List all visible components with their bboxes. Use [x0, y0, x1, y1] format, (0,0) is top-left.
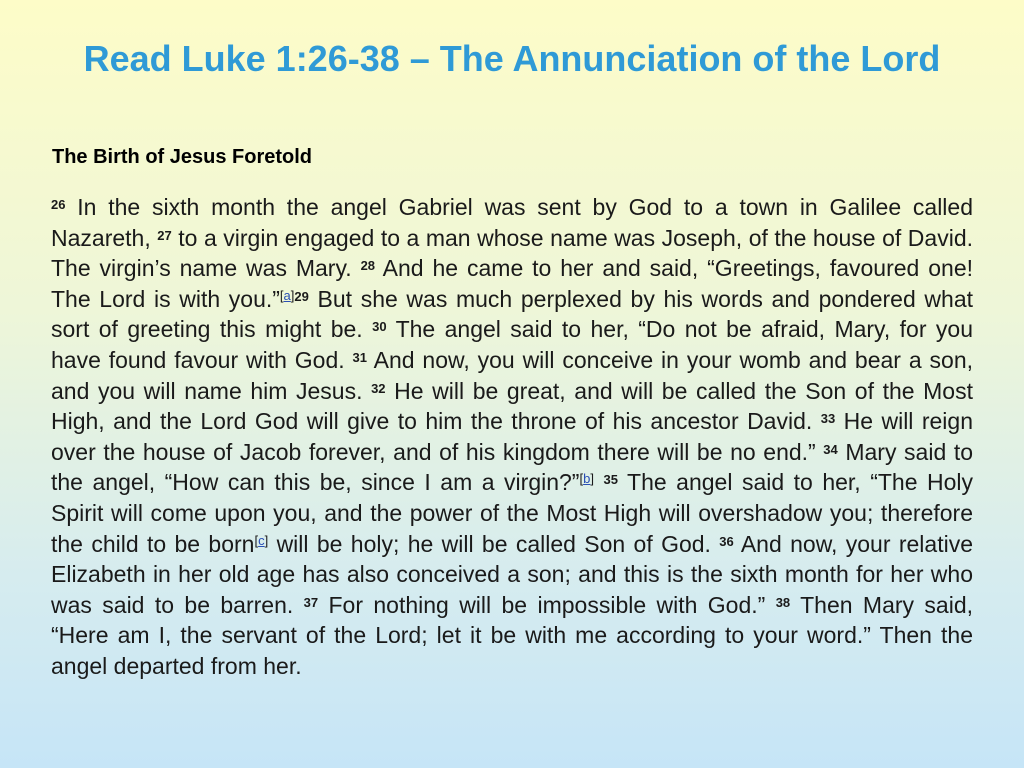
verse-text: The angel said to her, “Do not be afraid, Mary, for you have found favour with God.: [51, 316, 973, 373]
verse-text: He will reign over the house of Jacob forever, and of his kingdom there will be no end.”: [51, 408, 973, 465]
footnote-link[interactable]: a: [283, 287, 291, 303]
verse-text: will be holy; he will be called Son of God.: [268, 530, 720, 557]
verse-number: 35: [603, 472, 618, 488]
footnote-marker: [b]: [579, 471, 594, 487]
footnote-marker: [a]: [279, 287, 295, 303]
verse-text: In the sixth month the angel Gabriel was sent by God to a town in Galilee called Nazareth,: [51, 194, 973, 251]
scripture-passage: [51, 192, 973, 682]
verse-text: And he came to her and said, “Greetings, favoured one! The Lord is with you.”: [51, 255, 973, 312]
verse-number: 33: [820, 411, 836, 427]
verse-number: 31: [352, 349, 367, 365]
verse-number: 30: [372, 319, 387, 335]
footnote-link[interactable]: c: [258, 532, 265, 548]
verse-number: 38: [775, 594, 791, 610]
verse-text: But she was much perplexed by his words and pondered what sort of greeting this might be.: [51, 285, 974, 343]
verse-text: For nothing will be impossible with God.”: [318, 591, 776, 618]
slide-title: Read Luke 1:26-38 – The Annunciation of the Lord: [83, 38, 941, 79]
footnote-marker: [c]: [254, 532, 269, 548]
verse-text: And now, your relative Elizabeth in her old age has also conceived a son; and this is the sixth month for her who was said to be barren.: [51, 530, 973, 618]
verse-number: 37: [303, 594, 319, 610]
verse-text: He will be great, and will be called the Son of the Most High, and the Lord God will give to him the throne of his ancestor David.: [51, 377, 973, 435]
verse-text: Mary said to the angel, “How can this be, since I am a virgin?”: [51, 438, 974, 496]
verse-text: The angel said to her, “The Holy Spirit will come upon you, and the power of the Most High will overshadow you; therefore the child to be born: [51, 469, 974, 557]
verse-number: 29: [294, 288, 309, 304]
verse-text: Then Mary said, “Here am I, the servant of the Lord; let it be with me according to your word.” Then the angel departed from her.: [51, 591, 974, 679]
verse-number: 32: [371, 380, 386, 396]
footnote-link[interactable]: b: [583, 471, 591, 487]
verse-number: 27: [157, 227, 172, 243]
verse-number: 34: [823, 441, 838, 457]
verse-text: And now, you will conceive in your womb and bear a son, and you will name him Jesus.: [51, 346, 973, 404]
verse-number: 36: [719, 533, 734, 549]
section-heading: The Birth of Jesus Foretold: [52, 146, 313, 168]
verse-number: 26: [51, 197, 66, 212]
verse-text: to a virgin engaged to a man whose name was Joseph, of the house of David. The virgin’s name was Mary.: [51, 224, 973, 282]
verse-number: 28: [360, 258, 376, 274]
